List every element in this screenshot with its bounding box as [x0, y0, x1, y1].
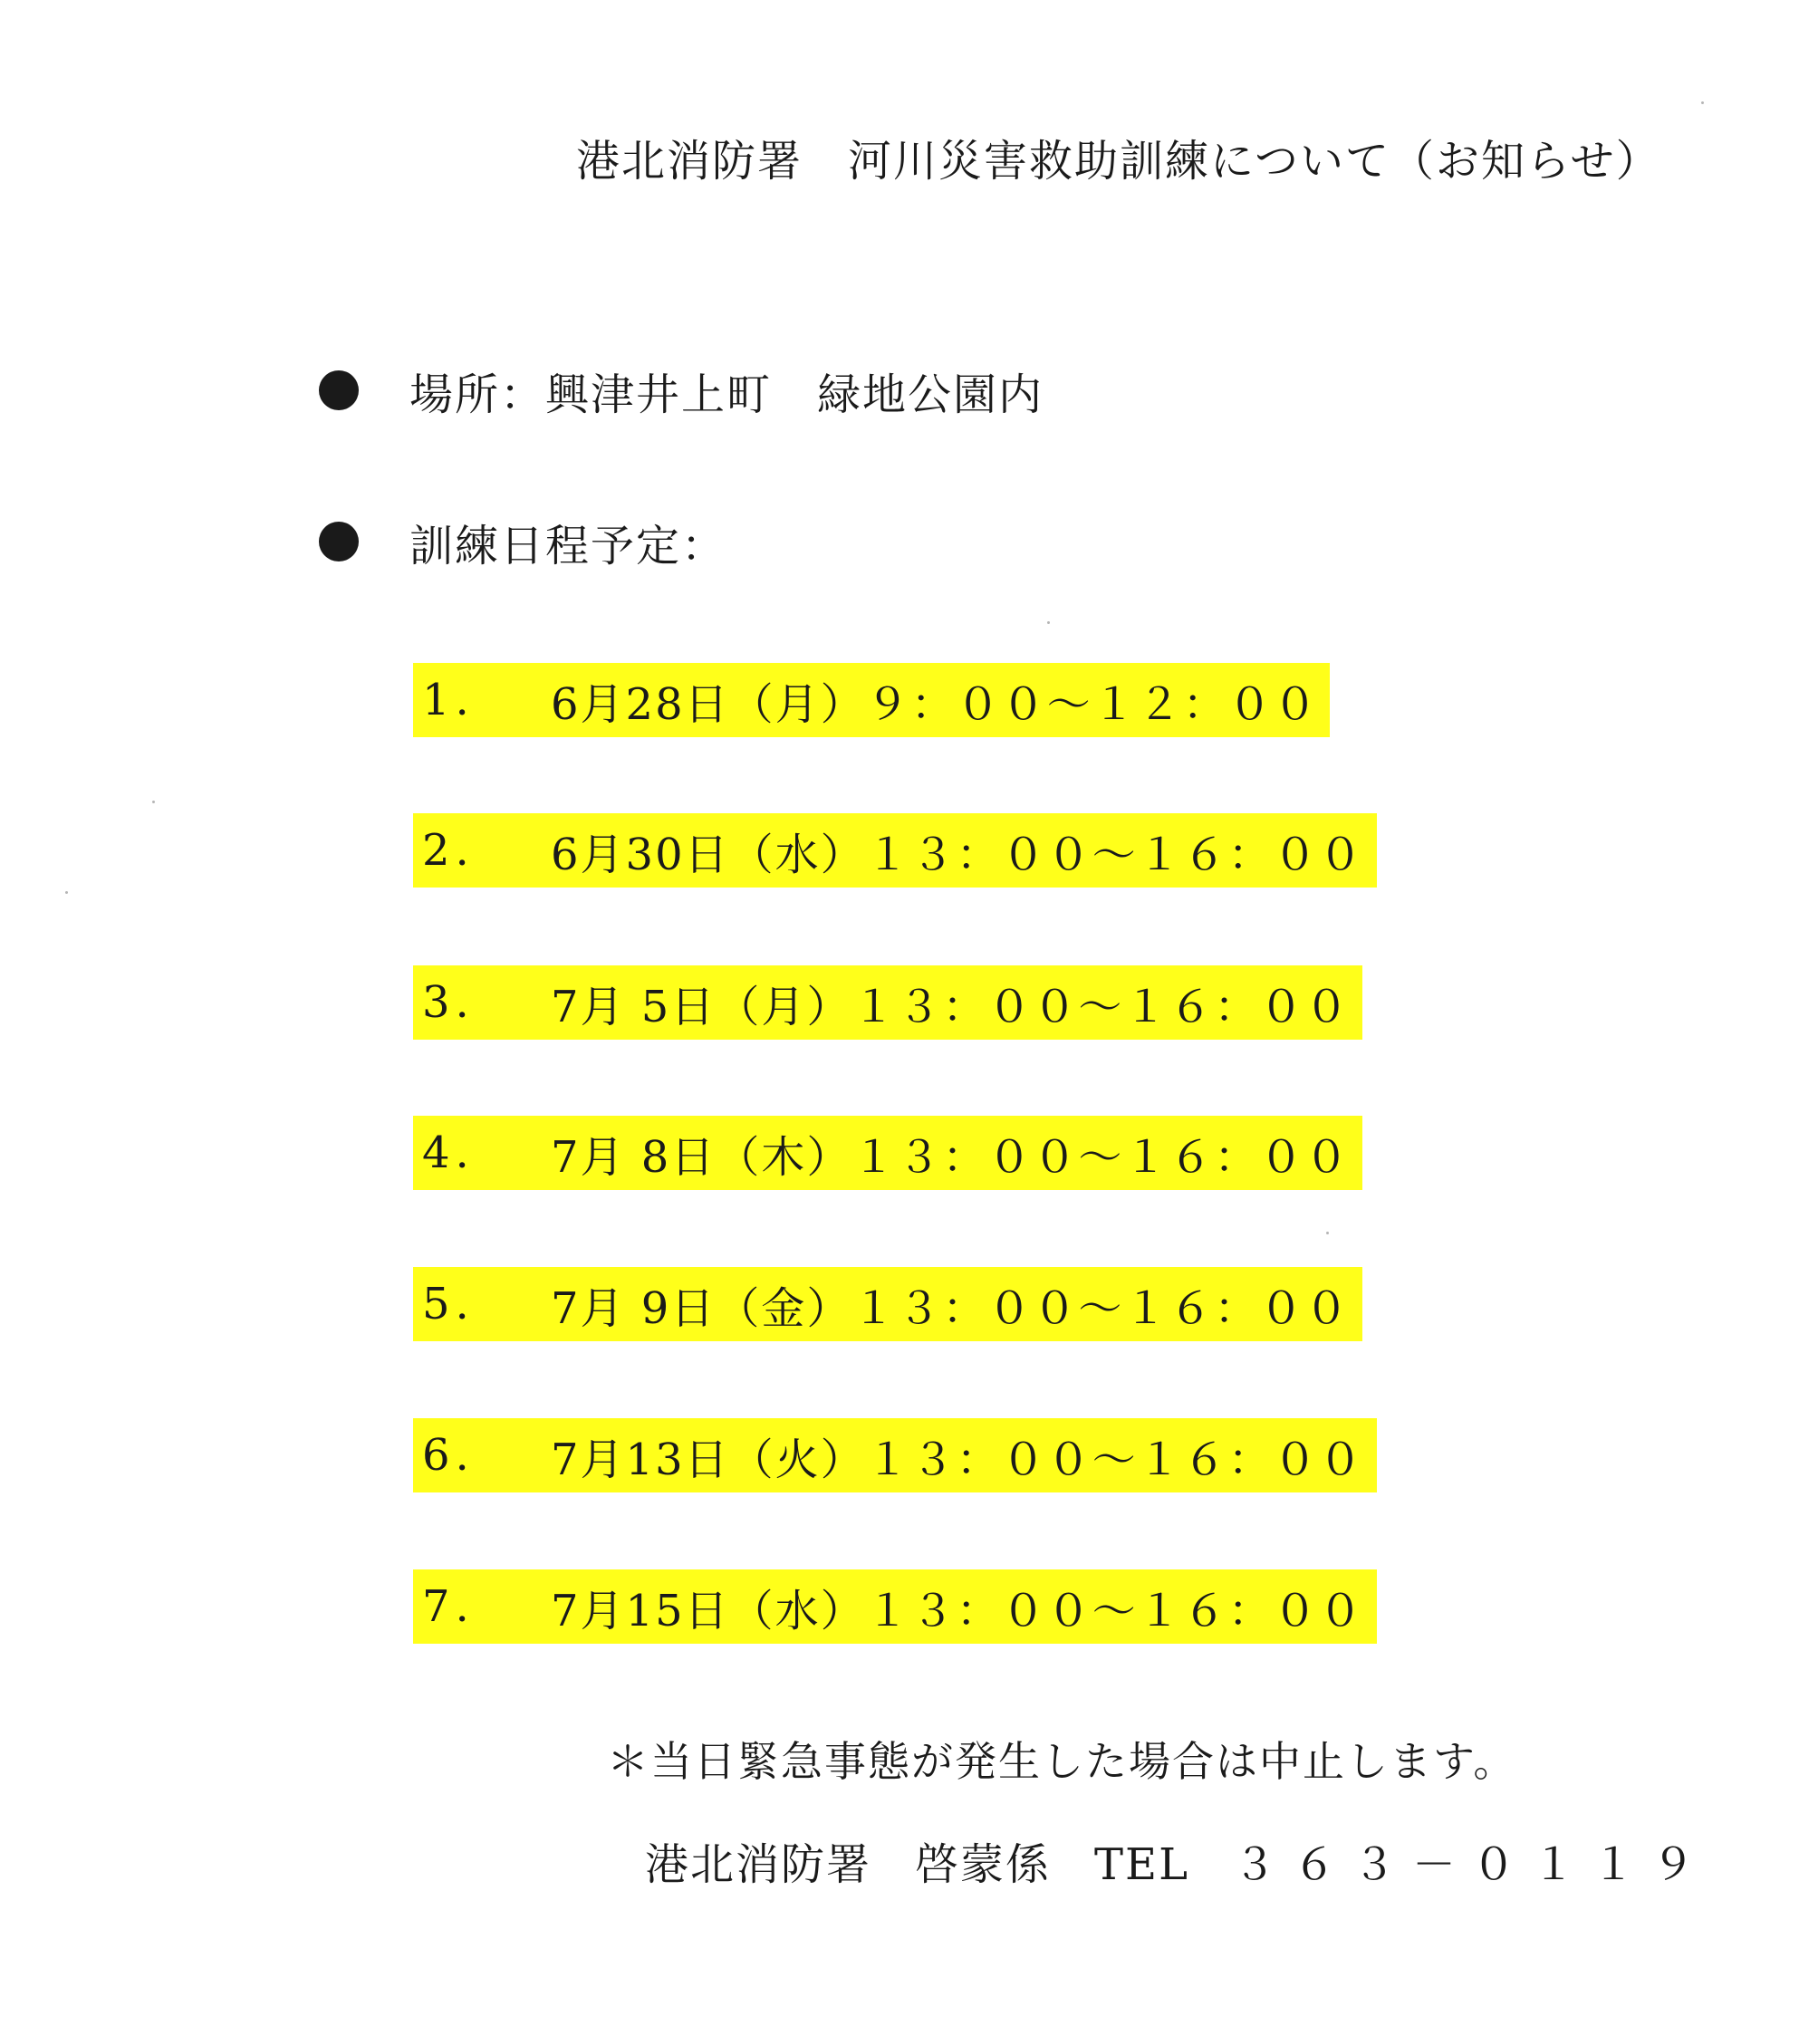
- schedule-item-number: 4.: [422, 1128, 475, 1178]
- schedule-heading-row: [319, 510, 726, 573]
- contact-line: [645, 1836, 1711, 1894]
- scan-speck: [65, 891, 68, 894]
- schedule-item-number: 3.: [422, 977, 475, 1028]
- contact-office: 港北消防署: [645, 1839, 872, 1890]
- schedule-item-number: 6.: [422, 1430, 475, 1481]
- schedule-item: [413, 813, 1377, 888]
- schedule-item-text: 7月 9日（金）１３：００～１６：００: [551, 1282, 1351, 1334]
- bullet-dot-icon: [319, 522, 359, 561]
- schedule-item-text: 6月28日（月）９：００～１２：００: [551, 678, 1319, 730]
- schedule-item-text: 7月 5日（月）１３：００～１６：００: [551, 981, 1351, 1032]
- schedule-item-number: 7.: [422, 1581, 475, 1632]
- scan-speck: [1701, 101, 1704, 104]
- scan-speck: [1326, 1232, 1329, 1234]
- cancellation-note: ＊当日緊急事態が発生した場合は中止します。: [607, 1737, 1517, 1786]
- schedule-item-text: 7月 8日（木）１３：００～１６：００: [551, 1131, 1351, 1183]
- schedule-item: [413, 1418, 1377, 1492]
- scan-speck: [1047, 621, 1050, 624]
- scan-speck: [152, 801, 155, 803]
- schedule-item: [413, 663, 1330, 737]
- schedule-item: [413, 965, 1362, 1040]
- schedule-item-text: 7月13日（火）１３：００～１６：００: [551, 1434, 1364, 1485]
- contact-tel-label: TEL: [1094, 1839, 1189, 1890]
- bullet-dot-icon: [319, 370, 359, 410]
- schedule-item-text: 6月30日（水）１３：００～１６：００: [551, 829, 1364, 880]
- contact-section: 啓蒙係: [915, 1839, 1052, 1890]
- schedule-item-number: 1.: [422, 675, 475, 725]
- schedule-item-text: 7月15日（水）１３：００～１６：００: [551, 1585, 1364, 1636]
- schedule-item: [413, 1116, 1362, 1190]
- page-title: 港北消防署 河川災害救助訓練について（お知らせ）: [576, 136, 1661, 187]
- schedule-item-number: 2.: [422, 825, 475, 876]
- schedule-item: [413, 1569, 1377, 1644]
- schedule-heading: 訓練日程予定：: [409, 520, 727, 571]
- location-text: 場所：興津井上町 緑地公園内: [409, 369, 1044, 420]
- schedule-item: [413, 1267, 1362, 1341]
- schedule-item-number: 5.: [422, 1279, 475, 1329]
- location-row: [319, 359, 1044, 422]
- contact-phone: ３６３－０１１９: [1232, 1839, 1711, 1890]
